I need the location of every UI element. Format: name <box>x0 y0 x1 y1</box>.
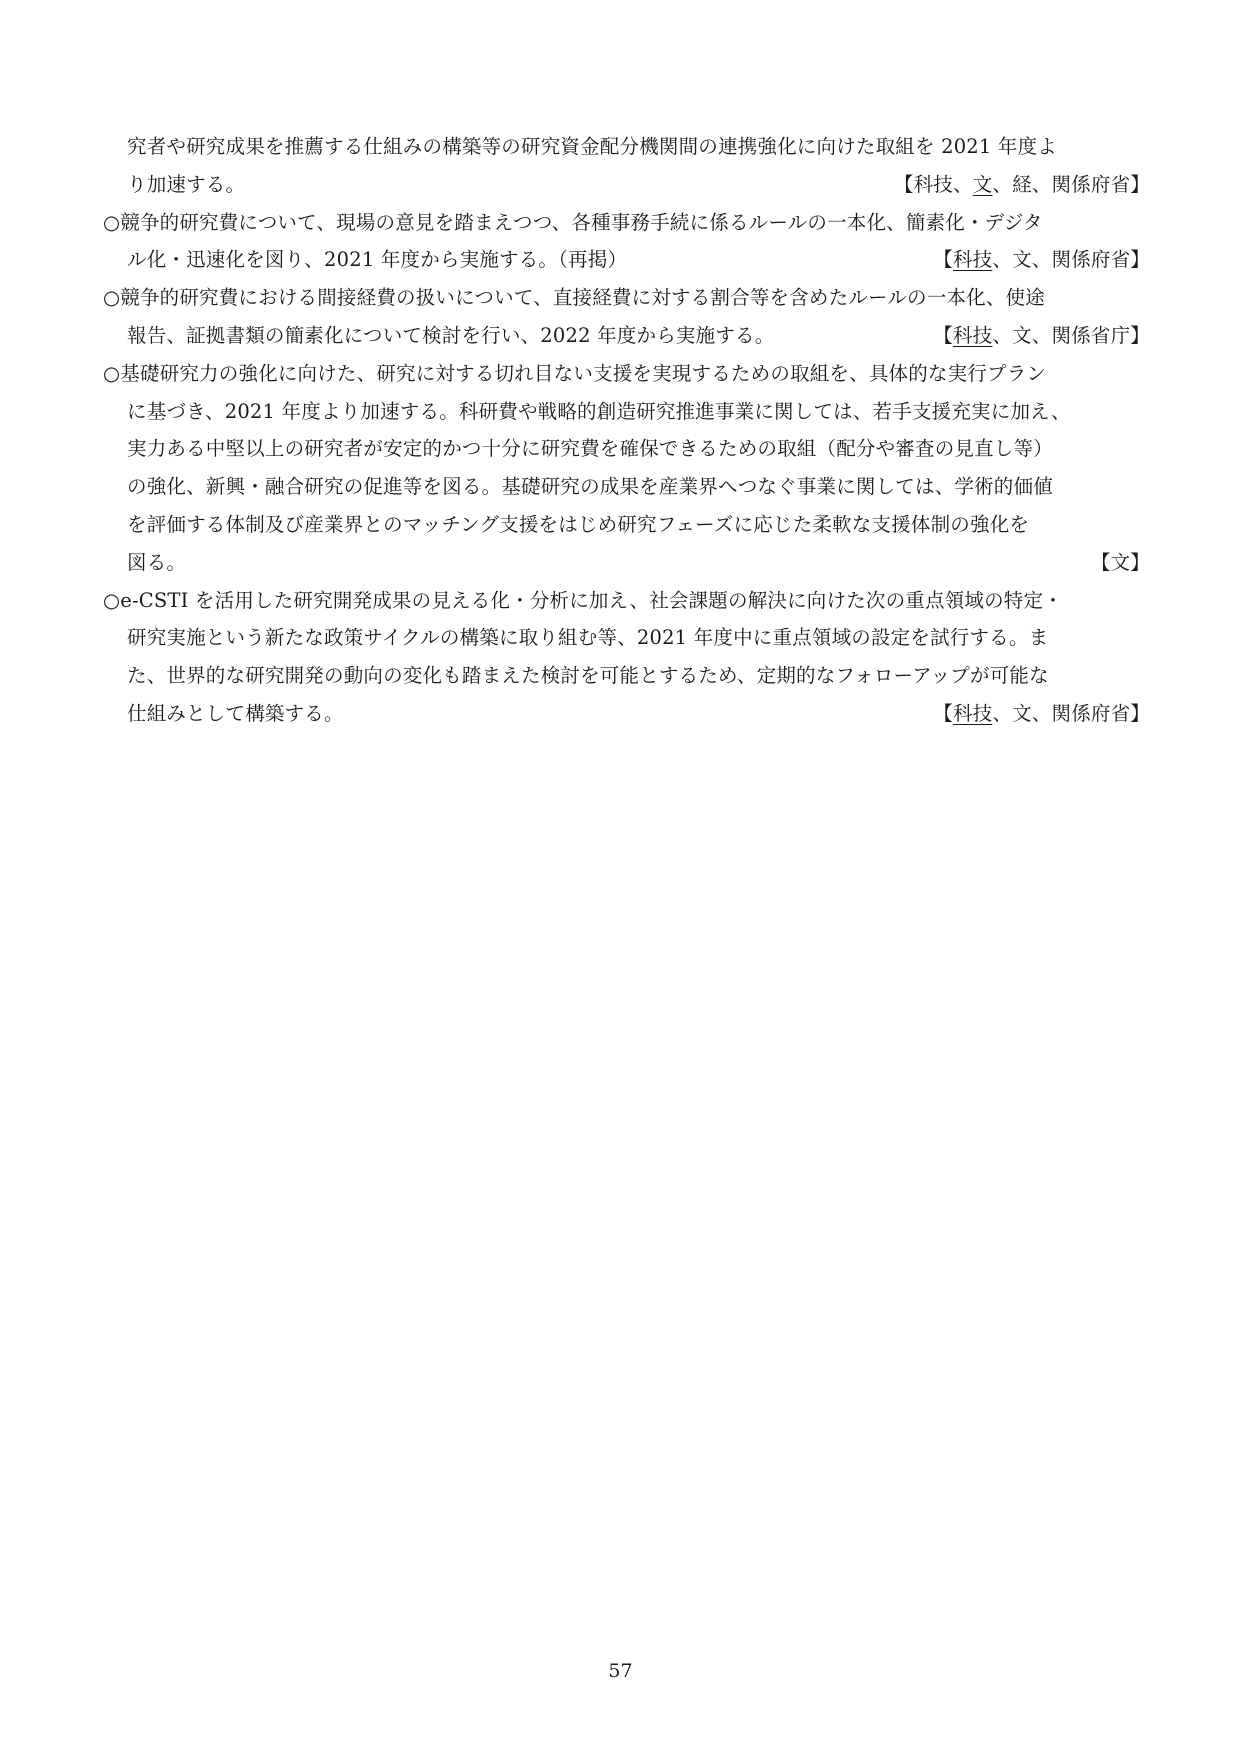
text-line: ○基礎研究力の強化に向けた、研究に対する切れ目ない支援を実現するための取組を、具体的な実行プラン <box>103 361 1047 385</box>
text-line-content: り加速する。 <box>127 172 246 196</box>
text-line: ○競争的研究費について、現場の意見を踏まえつつ、各種事務手続に係るルールの一本化、簡素化・デジタ <box>103 210 1043 234</box>
tag-lead-ministry: 科技 <box>952 248 993 272</box>
tag-lead-ministry: 文 <box>972 172 993 196</box>
tag-open: 【 <box>933 248 953 272</box>
tag-open: 【 <box>933 323 953 347</box>
tag-post: 、文、関係府省】 <box>992 701 1150 725</box>
ministry-tag <box>1091 544 1150 582</box>
text-line: 実力ある中堅以上の研究者が安定的かつ十分に研究費を確保できるための取組（配分や審査の見直し等） <box>127 437 1053 461</box>
tag-lead-ministry: 科技 <box>952 701 993 725</box>
text-line-content: ル化・迅速化を図り、2021 年度から実施する。（再掲） <box>127 248 628 272</box>
text-line: 究者や研究成果を推薦する仕組みの構築等の研究資金配分機関間の連携強化に向けた取組を 2021 年度よ <box>127 135 1058 158</box>
text-line-content: 報告、証拠書類の簡素化について検討を行い、2022 年度から実施する。 <box>127 323 775 347</box>
text-line: た、世界的な研究開発の動向の変化も踏まえた検討を可能とするため、定期的なフォローアップが可能な <box>127 664 1049 688</box>
ministry-tag <box>933 241 1150 279</box>
text-line <box>103 695 1150 733</box>
ministry-tag <box>933 695 1150 733</box>
policy-item-list <box>103 128 1150 733</box>
tag-open: 【 <box>933 701 953 725</box>
text-line <box>103 317 1150 355</box>
policy-item <box>103 279 1150 355</box>
text-line-content: 図る。 <box>127 550 187 574</box>
tag-lead-ministry: 科技 <box>952 323 993 347</box>
text-line: を評価する体制及び産業界とのマッチング支援をはじめ研究フェーズに応じた柔軟な支援体制の強化を <box>127 512 1030 536</box>
text-line-content: 仕組みとして構築する。 <box>127 701 344 725</box>
ministry-tag <box>933 317 1150 355</box>
page-number: 57 <box>608 1660 633 1682</box>
text-line: の強化、新興・融合研究の促進等を図る。基礎研究の成果を産業界へつなぐ事業に関しては、学術的価値 <box>127 475 1053 499</box>
text-line: に基づき、2021 年度より加速する。科研費や戦略的創造研究推進事業に関しては、若手支援充実に加え、 <box>127 399 1071 423</box>
tag-post: 、経、関係府省】 <box>992 172 1150 196</box>
tag-post: 、文、関係省庁】 <box>992 323 1150 347</box>
tag-post: 文】 <box>1110 550 1150 574</box>
policy-item <box>103 582 1150 733</box>
tag-pre: 科技、 <box>913 172 973 196</box>
text-line <box>103 544 1150 582</box>
tag-open: 【 <box>1090 550 1111 574</box>
text-line <box>103 166 1150 204</box>
policy-item <box>103 355 1150 582</box>
text-line: ○競争的研究費における間接経費の扱いについて、直接経費に対する割合等を含めたルールの一本化、使途 <box>103 286 1045 310</box>
text-line: ○e-CSTI を活用した研究開発成果の見える化・分析に加え、社会課題の解決に向けた次の重点領域の特定・ <box>103 588 1063 612</box>
text-line <box>103 241 1150 279</box>
tag-open: 【 <box>893 172 914 196</box>
ministry-tag <box>894 166 1150 204</box>
policy-item <box>103 128 1150 204</box>
tag-post: 、文、関係府省】 <box>992 248 1150 272</box>
policy-item <box>103 204 1150 280</box>
text-line: 研究実施という新たな政策サイクルの構築に取り組む等、2021 年度中に重点領域の設定を試行する。ま <box>127 626 1049 650</box>
